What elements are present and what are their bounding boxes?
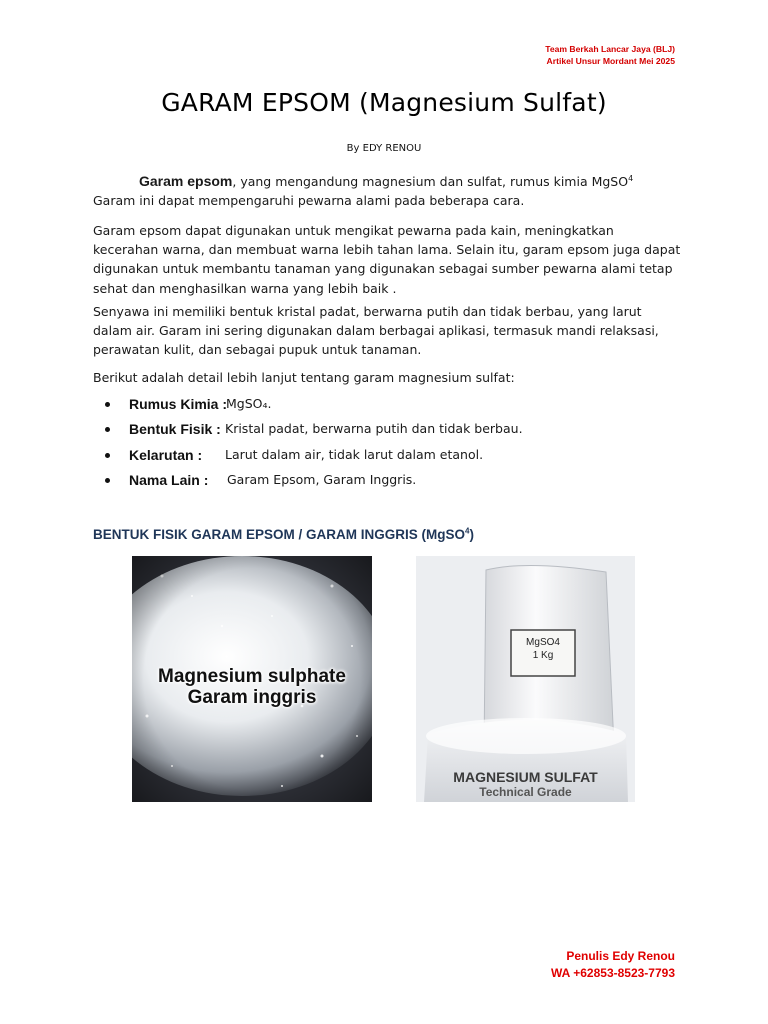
- section-heading: [93, 527, 474, 542]
- footer: [551, 948, 675, 982]
- intro-line1: , yang mengandung magnesium dan sulfat, rumus kimia MgSO: [232, 174, 629, 189]
- bag-label-weight: 1 Kg: [532, 650, 554, 661]
- salt-crystals-photo: [132, 556, 372, 802]
- document-title: GARAM EPSOM (Magnesium Sulfat): [161, 88, 607, 117]
- fact-key: Kelarutan :: [129, 446, 203, 463]
- section-heading-superscript: 4: [465, 526, 470, 536]
- header-note: [545, 43, 675, 67]
- bullet-icon: [105, 427, 110, 432]
- fact-value: Larut dalam air, tidak larut dalam etanol.: [225, 446, 484, 462]
- team-name: Team Berkah Lancar Jaya (BLJ): [545, 44, 675, 54]
- section-heading-close: ): [469, 527, 474, 542]
- fact-key: Bentuk Fisik :: [129, 421, 221, 438]
- paragraph-details-intro: Berikut adalah detail lebih lanjut tentang garam magnesium sulfat:: [93, 370, 515, 385]
- article-info: Artikel Unsur Mordant Mei 2025: [546, 56, 675, 66]
- intro-paragraph: [93, 172, 683, 210]
- facts-list: [105, 394, 665, 495]
- fact-key: Rumus Kimia :: [129, 396, 228, 412]
- section-heading-text: BENTUK FISIK GARAM EPSOM / GARAM INGGRIS (MgSO: [93, 527, 466, 542]
- fact-value: Garam Epsom, Garam Inggris.: [227, 471, 417, 487]
- footer-contact: WA +62853-8523-7793: [551, 966, 675, 980]
- bag-grade: Technical Grade: [479, 785, 572, 799]
- paragraph-properties: Senyawa ini memiliki bentuk kristal padat, berwarna putih dan tidak berbau, yang larut dalam air. Garam ini sering digunakan dalam berbagai aplikasi, termasuk mandi relaksasi, perawatan kulit, dan sebagai pupuk untuk tanaman.: [93, 304, 659, 358]
- fact-item: [105, 394, 665, 419]
- magnesium-sulfat-bag-photo: [416, 556, 635, 802]
- photo-caption-line1: Magnesium sulphate: [158, 666, 346, 687]
- fact-item: [105, 445, 665, 470]
- fact-value: Kristal padat, berwarna putih dan tidak berbau.: [225, 421, 523, 437]
- paragraph-usage: Garam epsom dapat digunakan untuk mengikat pewarna pada kain, meningkatkan kecerahan warna, dan membuat warna lebih tahan lama. Selain itu, garam epsom juga dapat digunakan untuk membantu tanaman yang digunakan sebagai sumber pewarna alami tetap sehat dan menghasilkan warna yang lebih baik .: [93, 223, 681, 296]
- bullet-icon: [105, 453, 110, 458]
- bullet-icon: [105, 402, 110, 407]
- photo-caption-line2: Garam inggris: [187, 687, 317, 708]
- photo-caption: [132, 666, 372, 708]
- fact-key: Nama Lain :: [129, 471, 209, 488]
- fact-value: MgSO₄.: [226, 396, 272, 411]
- fact-item: [105, 419, 665, 444]
- footer-author: Penulis Edy Renou: [566, 949, 675, 963]
- intro-line2: Garam ini dapat mempengaruhi pewarna alami pada beberapa cara.: [93, 193, 525, 209]
- bag-label: [511, 636, 575, 662]
- intro-superscript: 4: [628, 173, 634, 183]
- intro-lead: Garam epsom: [139, 173, 233, 189]
- bag-brand: [416, 770, 635, 800]
- fact-item: [105, 470, 665, 495]
- author-byline: By EDY RENOU: [346, 143, 422, 154]
- bag-label-formula: MgSO4: [526, 637, 560, 648]
- bag-brand-name: MAGNESIUM SULFAT: [453, 769, 598, 785]
- bullet-icon: [105, 478, 110, 483]
